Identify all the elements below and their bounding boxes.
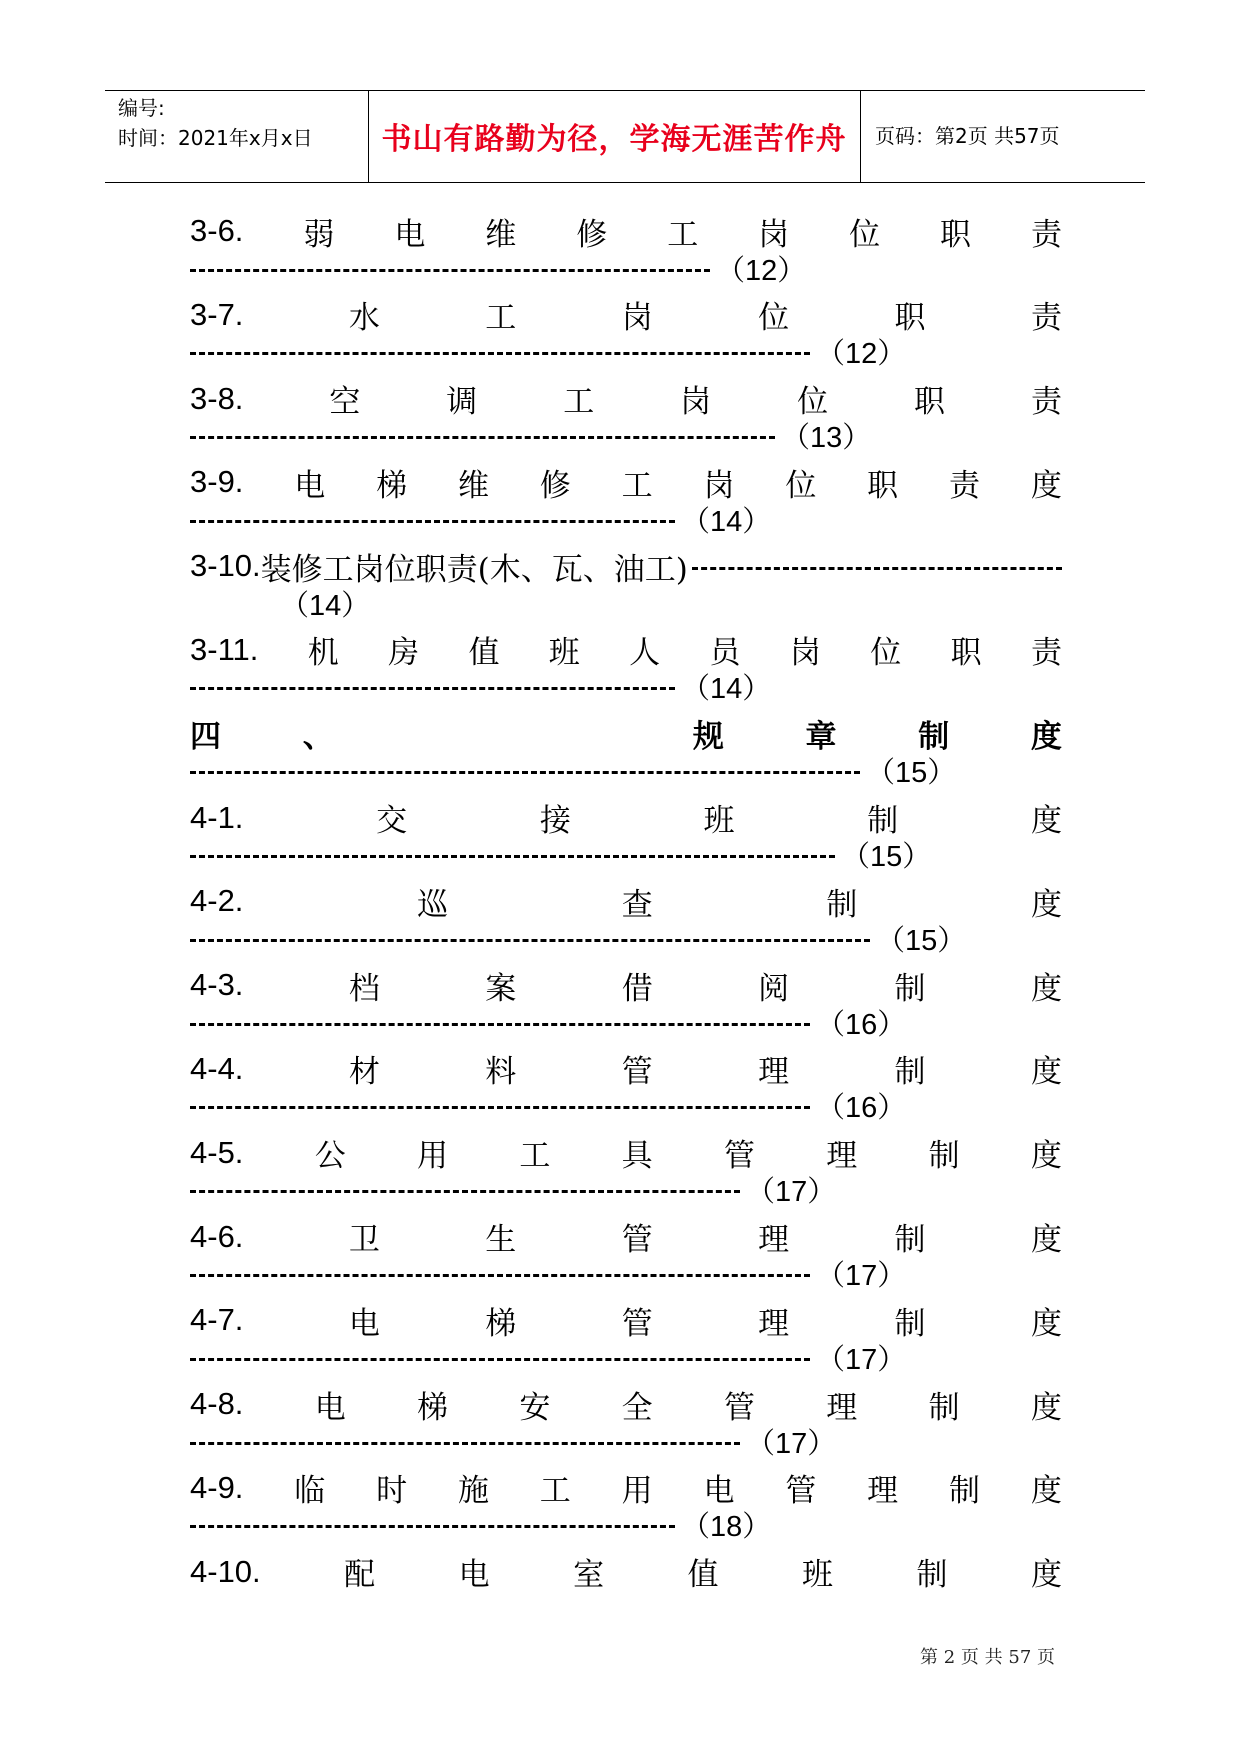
toc-page-number: （15） — [841, 841, 932, 874]
toc-entry[interactable] — [190, 1132, 1062, 1216]
toc-entry-title-row — [190, 461, 1062, 503]
toc-entry-title-row — [190, 629, 1062, 671]
toc-entry-number: 4-8. — [190, 1386, 244, 1422]
toc-leader-row — [190, 501, 771, 537]
toc-title-char: 理 — [826, 1389, 858, 1426]
toc-leader-dashes — [190, 1442, 740, 1445]
toc-title-char: 理 — [826, 1138, 858, 1175]
toc-title-char: 班 — [548, 635, 580, 672]
toc-leader-dashes — [190, 855, 835, 858]
toc-title-char: 档 — [348, 970, 380, 1007]
toc-title-char: 阅 — [758, 970, 790, 1007]
toc-title-char: 位 — [758, 300, 790, 337]
toc-entry-title: 装修工岗位职责(木、瓦、油工) — [260, 551, 688, 588]
date-label: 时间：2021年x月x日 — [118, 126, 313, 150]
toc-entry-number: 3-6. — [190, 213, 244, 248]
toc-entry[interactable] — [190, 629, 1062, 713]
toc-entry[interactable] — [190, 545, 1062, 629]
toc-entry-title-row — [190, 713, 1062, 755]
toc-entry[interactable] — [190, 797, 1062, 881]
toc-leader-dashes — [190, 436, 775, 439]
toc-title-char: 调 — [446, 384, 478, 421]
toc-title-char: 岗 — [789, 635, 821, 672]
toc-title-char: 制 — [894, 970, 926, 1007]
toc-entry-title-row — [190, 545, 1062, 587]
toc-title-char — [508, 716, 519, 752]
toc-entry-title-row — [190, 964, 1062, 1006]
toc-title-char: 修 — [576, 216, 608, 253]
toc-title-char: 施 — [457, 1473, 489, 1510]
toc-title-char: 工 — [621, 467, 653, 504]
toc-title-char: 度 — [1030, 1389, 1062, 1426]
toc-title-char: 临 — [294, 1473, 326, 1510]
toc-leader-row — [190, 1507, 771, 1543]
toc-title-char: 制 — [949, 1473, 981, 1510]
toc-leader-row — [190, 250, 806, 286]
toc-title-char: 公 — [314, 1138, 346, 1175]
toc-title-char: 全 — [621, 1389, 653, 1426]
toc-entry-title-row — [190, 1299, 1062, 1341]
toc-leader-row — [190, 1256, 906, 1292]
toc-leader-row — [190, 418, 871, 454]
toc-title-char: 制 — [894, 1054, 926, 1091]
toc-title-char: 员 — [709, 635, 741, 672]
toc-entry-number: 4-10. — [190, 1553, 261, 1589]
header-bottom-rule — [105, 182, 1145, 183]
toc-title-char: 水 — [348, 300, 380, 337]
toc-title-char: 位 — [849, 216, 881, 253]
toc-title-char: 职 — [940, 216, 972, 253]
toc-leader-dashes — [692, 567, 1062, 570]
toc-title-char: 电 — [458, 1557, 490, 1594]
toc-title-char: 制 — [826, 886, 858, 923]
toc-title-char: 生 — [485, 1222, 517, 1259]
toc-title-char: 安 — [519, 1389, 551, 1426]
header-divider-right — [860, 90, 861, 182]
toc-title-char: 责 — [1030, 300, 1062, 337]
toc-page-number: （13） — [781, 422, 872, 455]
toc-leader-dashes — [190, 269, 710, 272]
toc-leader-row — [190, 753, 956, 789]
toc-title-char: 工 — [519, 1138, 551, 1175]
toc-entry[interactable] — [190, 378, 1062, 462]
toc-title-char: 班 — [703, 803, 735, 840]
toc-title-char: 工 — [667, 216, 699, 253]
toc-title-char: 机 — [307, 635, 339, 672]
toc-title-char: 章 — [805, 719, 837, 756]
toc-page-number: （17） — [746, 1427, 837, 1460]
toc-title-char: 制 — [894, 1305, 926, 1342]
toc-title-char: 规 — [692, 719, 724, 756]
toc-title-char: 修 — [539, 467, 571, 504]
toc-entry[interactable] — [190, 1467, 1062, 1551]
toc-entry-number: 4-3. — [190, 967, 244, 1003]
toc-leader-dashes — [190, 1106, 810, 1109]
toc-leader-dashes — [190, 771, 860, 774]
toc-entry-number: 3-7. — [190, 296, 244, 332]
toc-title-char: 职 — [867, 467, 899, 504]
table-of-contents — [190, 210, 1062, 1635]
toc-title-char: 卫 — [348, 1222, 380, 1259]
toc-entry[interactable] — [190, 1551, 1062, 1635]
toc-title-char: 梯 — [376, 467, 408, 504]
header-motto: 书山有路勤为径，学海无涯苦作舟 — [381, 122, 847, 157]
toc-title-char: 制 — [867, 803, 899, 840]
toc-entry-title-row — [190, 1551, 1062, 1593]
toc-title-char: 管 — [621, 1305, 653, 1342]
toc-title-char: 岗 — [758, 216, 790, 253]
toc-leader-row — [190, 1004, 906, 1040]
toc-title-char: 制 — [894, 1222, 926, 1259]
toc-title-char: 接 — [539, 803, 571, 840]
toc-title-char: 用 — [621, 1473, 653, 1510]
toc-title-char: 查 — [621, 886, 653, 923]
toc-leader-dashes — [190, 1274, 810, 1277]
toc-title-char: 维 — [457, 467, 489, 504]
toc-entry-title-row — [190, 294, 1062, 336]
toc-leader-row — [190, 334, 906, 370]
toc-title-char: 管 — [785, 1473, 817, 1510]
toc-page-number: （15） — [866, 757, 957, 790]
toc-entry[interactable] — [190, 210, 1062, 294]
toc-entry-number: 3-8. — [190, 380, 244, 416]
toc-title-char: 人 — [629, 635, 661, 672]
toc-entry-title-row — [190, 1216, 1062, 1258]
toc-entry-title-row — [190, 797, 1062, 839]
toc-entry-title-row — [190, 1048, 1062, 1090]
toc-page-number: （17） — [816, 1343, 907, 1376]
toc-entry-title-row — [190, 1467, 1062, 1509]
toc-title-char: 岗 — [621, 300, 653, 337]
header-page-label: 页码：第2页 共57页 — [875, 124, 1060, 148]
toc-entry[interactable] — [190, 461, 1062, 545]
toc-title-char: 度 — [1030, 886, 1062, 923]
toc-entry-number: 4-5. — [190, 1134, 244, 1170]
toc-leader-dashes — [190, 1358, 810, 1361]
toc-title-char: 责 — [1030, 635, 1062, 672]
toc-title-char: 交 — [376, 803, 408, 840]
toc-entry-number: 3-11. — [190, 631, 259, 667]
toc-title-char: 岗 — [680, 384, 712, 421]
toc-entry-number: 4-9. — [190, 1469, 244, 1505]
toc-page-number: （15） — [876, 924, 967, 957]
toc-entry-number: 3-10. — [190, 548, 261, 584]
toc-entry[interactable] — [190, 713, 1062, 797]
toc-leader-dashes — [190, 939, 870, 942]
toc-title-char: 岗 — [703, 467, 735, 504]
toc-title-char: 空 — [329, 384, 361, 421]
toc-title-char: 值 — [468, 635, 500, 672]
toc-title-char: 责 — [949, 467, 981, 504]
toc-title-char: 度 — [1030, 803, 1062, 840]
toc-title-char: 工 — [485, 300, 517, 337]
header-left-cell — [118, 93, 313, 153]
toc-title-char: 度 — [1030, 719, 1062, 756]
toc-title-char: 借 — [621, 970, 653, 1007]
toc-title-char: 电 — [294, 467, 326, 504]
toc-title-char: 配 — [344, 1557, 376, 1594]
toc-title-char: 电 — [314, 1389, 346, 1426]
serial-label: 编号: — [118, 96, 165, 120]
toc-title-char: 时 — [376, 1473, 408, 1510]
toc-title-char: 责 — [1031, 216, 1062, 253]
toc-entry[interactable] — [190, 1216, 1062, 1300]
toc-entry-title-row — [190, 378, 1062, 420]
toc-title-char: 弱 — [303, 216, 335, 253]
toc-title-char: 值 — [687, 1557, 719, 1594]
toc-title-char: 工 — [563, 384, 595, 421]
toc-title-char: 度 — [1030, 970, 1062, 1007]
toc-title-char: 度 — [1030, 1222, 1062, 1259]
toc-leader-dashes — [190, 352, 810, 355]
toc-page-number: （12） — [716, 254, 807, 287]
toc-entry[interactable] — [190, 294, 1062, 378]
toc-entry-number: 4-7. — [190, 1302, 244, 1338]
toc-title-char: 制 — [928, 1138, 960, 1175]
toc-title-char: 管 — [723, 1138, 755, 1175]
toc-entry[interactable] — [190, 1048, 1062, 1132]
page-header — [105, 90, 1145, 182]
toc-page-number: （17） — [816, 1260, 907, 1293]
toc-title-char: 工 — [539, 1473, 571, 1510]
toc-page-number: （14） — [280, 589, 371, 622]
toc-title-char: 案 — [485, 970, 517, 1007]
toc-title-char: 职 — [914, 384, 946, 421]
toc-entry-number: 3-9. — [190, 464, 244, 500]
toc-title-char: 理 — [867, 1473, 899, 1510]
toc-title-char: 理 — [758, 1305, 790, 1342]
page-footer: 第 2 页 共 57 页 — [920, 1647, 1055, 1668]
toc-page-number: （16） — [816, 1008, 907, 1041]
toc-entry-title-row — [190, 880, 1062, 922]
toc-title-char: 电 — [394, 216, 426, 253]
toc-title-char: 度 — [1030, 1138, 1062, 1175]
toc-title-char: 、 — [302, 719, 334, 756]
toc-title-char: 用 — [417, 1138, 449, 1175]
toc-leader-row — [190, 1339, 906, 1375]
toc-title-char: 位 — [785, 467, 817, 504]
toc-entry[interactable] — [190, 1299, 1062, 1383]
toc-title-char: 位 — [797, 384, 829, 421]
toc-title-char: 电 — [348, 1305, 380, 1342]
toc-page-number: （12） — [816, 338, 907, 371]
toc-title-char: 度 — [1030, 1305, 1062, 1342]
toc-title-char: 度 — [1030, 467, 1062, 504]
toc-title-char — [600, 716, 611, 752]
toc-entry-number: 四 — [190, 719, 221, 756]
toc-title-char: 班 — [802, 1557, 834, 1594]
toc-entry[interactable] — [190, 880, 1062, 964]
toc-title-char: 责 — [1030, 384, 1062, 421]
toc-leader-row — [190, 669, 771, 705]
toc-title-char: 电 — [703, 1473, 735, 1510]
toc-title-char: 室 — [573, 1557, 605, 1594]
toc-title-char — [415, 716, 426, 752]
toc-page-number: （14） — [681, 673, 772, 706]
toc-title-char: 制 — [916, 1557, 948, 1594]
toc-title-char: 管 — [621, 1222, 653, 1259]
toc-entry[interactable] — [190, 964, 1062, 1048]
toc-leader-row — [190, 920, 966, 956]
toc-title-char: 制 — [918, 719, 950, 756]
toc-title-char: 职 — [894, 300, 926, 337]
toc-title-char: 维 — [485, 216, 517, 253]
toc-title-char: 管 — [621, 1054, 653, 1091]
toc-title-char: 材 — [348, 1054, 380, 1091]
toc-page-number: （16） — [816, 1092, 907, 1125]
toc-title-char: 度 — [1030, 1054, 1062, 1091]
toc-entry-number: 4-6. — [190, 1218, 244, 1254]
toc-entry-number: 4-1. — [190, 799, 244, 835]
toc-title-char: 巡 — [417, 886, 449, 923]
toc-title-char: 理 — [758, 1222, 790, 1259]
toc-title-char: 梯 — [417, 1389, 449, 1426]
toc-title-char: 房 — [388, 635, 420, 672]
toc-title-char: 管 — [723, 1389, 755, 1426]
toc-title-char: 度 — [1030, 1557, 1062, 1594]
toc-title-char: 梯 — [485, 1305, 517, 1342]
toc-page-number: （14） — [681, 505, 772, 538]
toc-leader-dashes — [190, 1525, 675, 1528]
toc-entry-number: 4-2. — [190, 883, 244, 919]
toc-entry[interactable] — [190, 1383, 1062, 1467]
toc-title-char: 料 — [485, 1054, 517, 1091]
header-top-rule — [105, 90, 1145, 91]
toc-leader-dashes — [190, 1023, 810, 1026]
toc-entry-title-row — [190, 210, 1062, 252]
toc-title-char: 具 — [621, 1138, 653, 1175]
toc-title-char: 职 — [950, 635, 982, 672]
toc-page-number: （18） — [681, 1511, 772, 1544]
toc-leader-row — [190, 837, 931, 873]
toc-page-number: （17） — [746, 1176, 837, 1209]
toc-entry-title-row — [190, 1132, 1062, 1174]
toc-title-char: 理 — [758, 1054, 790, 1091]
toc-leader-dashes — [190, 687, 675, 690]
toc-leader-row — [190, 1172, 836, 1208]
toc-title-char: 制 — [928, 1389, 960, 1426]
toc-title-char: 位 — [870, 635, 902, 672]
toc-leader-row — [190, 1423, 836, 1459]
toc-title-char: 度 — [1030, 1473, 1062, 1510]
toc-entry-number: 4-4. — [190, 1050, 244, 1086]
toc-leader-dashes — [190, 520, 675, 523]
toc-leader-dashes — [190, 1190, 740, 1193]
toc-entry-title-row — [190, 1383, 1062, 1425]
toc-leader-row — [190, 1088, 906, 1124]
